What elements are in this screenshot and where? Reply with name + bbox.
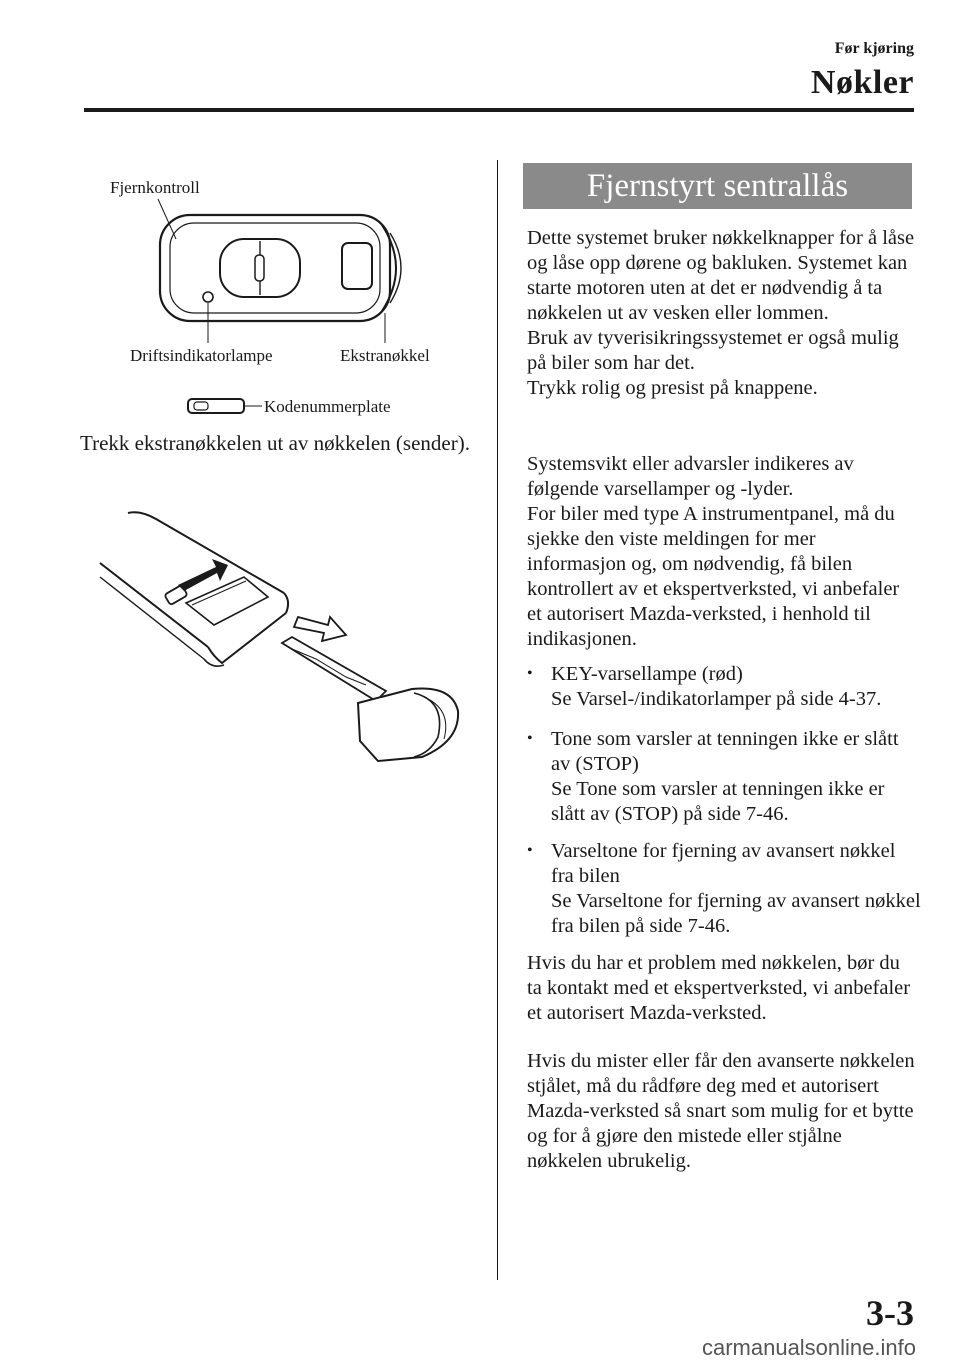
list-item-title: Tone som varsler at tenningen ikke er slått av (STOP) bbox=[551, 728, 899, 775]
para-system-description: Dette systemet bruker nøkkelknapper for å låse og låse opp dørene og bakluken. Systemet kan starte motoren uten at det er nødvendig å ta nøkkelen ut av vesken eller lommen. bbox=[527, 227, 915, 324]
page-reference-link[interactable]: Se Varsel-/indikatorlamper på side 4-37. bbox=[551, 688, 882, 710]
label-code-plate: Kodenummerplate bbox=[264, 397, 391, 416]
code-plate-hole bbox=[194, 402, 208, 410]
bullet-icon: • bbox=[527, 665, 533, 682]
key-fob-illustration bbox=[120, 195, 420, 415]
pull-arrow-icon bbox=[294, 617, 346, 641]
warning-paragraph bbox=[527, 452, 919, 652]
para-press-buttons: Trykk rolig og presist på knappene. bbox=[527, 377, 818, 399]
spare-key-removal-illustration bbox=[96, 505, 466, 775]
key-blade bbox=[282, 637, 386, 701]
intro-paragraph bbox=[527, 226, 919, 401]
bullet-icon: • bbox=[527, 730, 533, 747]
para-key-problem: Hvis du har et problem med nøkkelen, bør du ta kontakt med et ekspertverksted, vi anbefaler et autorisert Mazda-verksted. bbox=[527, 952, 911, 1024]
label-indicator-lamp: Driftsindikatorlampe bbox=[130, 346, 273, 365]
key-head bbox=[358, 688, 458, 761]
list-item-title: KEY-varsellampe (rød) bbox=[551, 663, 743, 685]
button-center-mark bbox=[255, 255, 264, 281]
trunk-button bbox=[342, 243, 372, 289]
para-warning-indication: Systemsvikt eller advarsler indikeres av følgende varsellamper og -lyder. bbox=[527, 453, 854, 500]
header-rule bbox=[84, 108, 914, 112]
section-label: Før kjøring bbox=[834, 40, 914, 57]
section-heading: Fjernstyrt sentrallås bbox=[523, 163, 912, 209]
para-lost-key: Hvis du mister eller får den avanserte nøkkelen stjålet, må du rådføre deg med et autorisert Mazda-verksted så snart som mulig for et bytte og for å gjøre den mistede eller stjålne nøkkelen ubrukelig. bbox=[527, 1050, 915, 1172]
label-spare-key: Ekstranøkkel bbox=[340, 346, 430, 365]
list-item bbox=[551, 839, 921, 939]
para-instrument-panel: For biler med type A instrumentpanel, må du sjekke den viste meldingen for mer informasjon og, om nødvendig, få bilen kontrollert av et ekspertverksted, vi anbefaler et autorisert Mazda-verksted, i henhold til indikasjonen. bbox=[527, 503, 900, 650]
page-number: 3-3 bbox=[866, 1293, 914, 1333]
page-reference-link[interactable]: Se Tone som varsler at tenningen ikke er slått av (STOP) på side 7-46. bbox=[551, 778, 885, 825]
chapter-title: Nøkler bbox=[810, 64, 914, 101]
column-divider bbox=[497, 160, 498, 1280]
indicator-lamp bbox=[203, 292, 213, 302]
bullet-icon: • bbox=[527, 842, 533, 859]
list-item bbox=[551, 662, 921, 712]
para-anti-theft: Bruk av tyverisikringssystemet er også mulig på biler som har det. bbox=[527, 327, 899, 374]
list-item-title: Varseltone for fjerning av avansert nøkkel fra bilen bbox=[551, 840, 896, 887]
page-reference-link[interactable]: Se Varseltone for fjerning av avansert nøkkel fra bilen på side 7-46. bbox=[551, 890, 921, 937]
watermark: carmanualsonline.info bbox=[701, 1335, 916, 1360]
list-item bbox=[551, 727, 921, 827]
left-caption: Trekk ekstranøkkelen ut av nøkkelen (sender). bbox=[80, 431, 470, 455]
label-remote: Fjernkontroll bbox=[110, 178, 200, 197]
